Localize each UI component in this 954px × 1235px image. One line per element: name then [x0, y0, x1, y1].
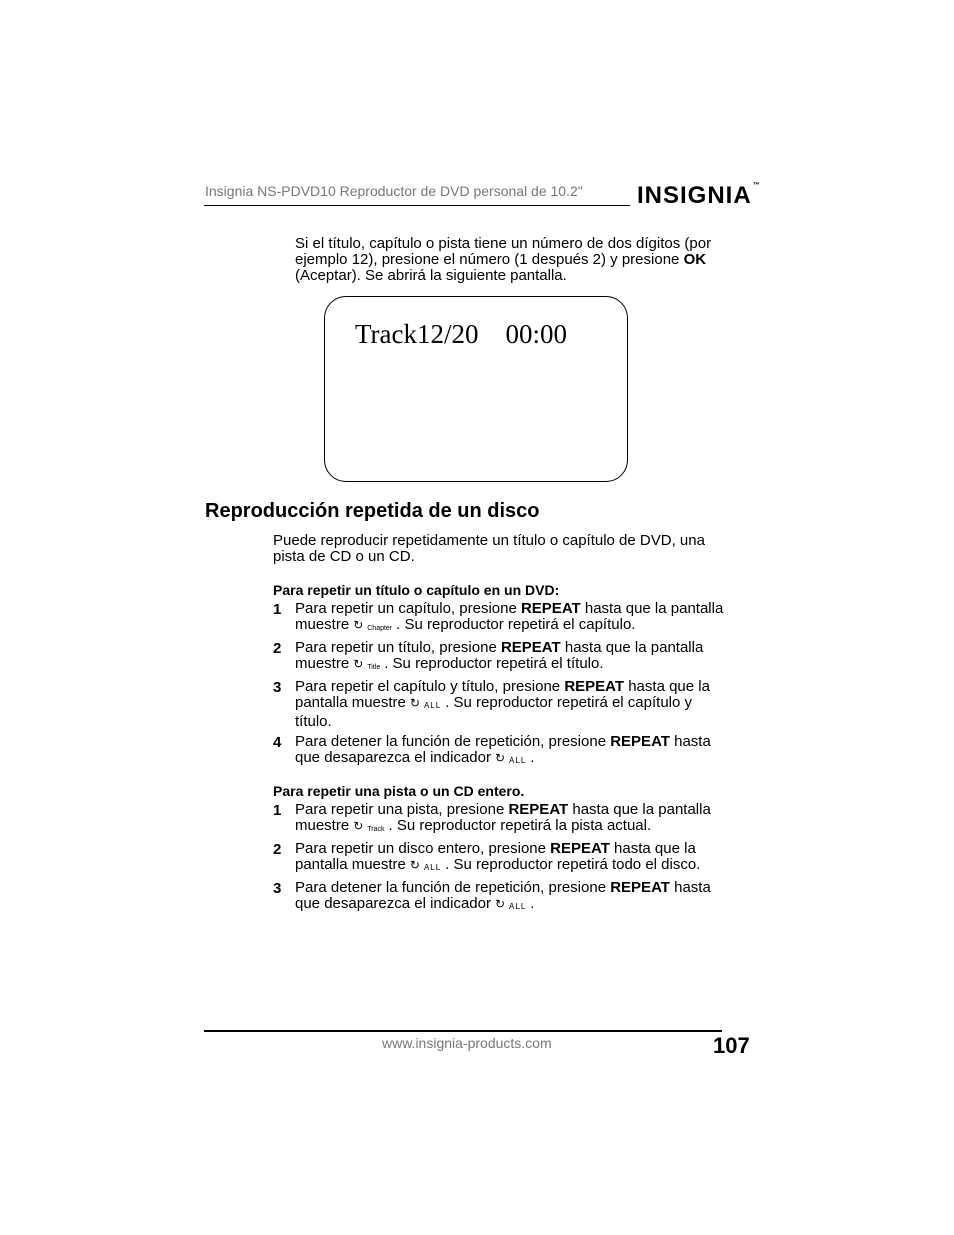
insignia-logo: INSIGNIA™: [637, 182, 761, 209]
cd-step-1-line-2: muestre ↻ Track . Su reproductor repetirá la pista actual.: [295, 818, 755, 838]
cd-step-1: [295, 802, 755, 838]
dvd-step-4-line-1: Para detener la función de repetición, presione REPEAT hasta: [295, 733, 711, 750]
intro-line-2: ejemplo 12), presione el número (1 después 2) y presione OK: [295, 251, 707, 268]
cd-step-3-number: 3: [273, 880, 282, 897]
intro-line-1: Si el título, capítulo o pista tiene un número de dos dígitos (por: [295, 235, 712, 252]
dvd-step-2-number: 2: [273, 640, 282, 657]
ok-label: OK: [683, 251, 707, 268]
cd-step-2-line-1: Para repetir un disco entero, presione REPEAT hasta que la: [295, 840, 696, 857]
repeat-all-icon: ↻ ALL: [494, 897, 527, 911]
footer-url: www.insignia-products.com: [382, 1035, 552, 1051]
dvd-step-4: [295, 734, 755, 769]
dvd-step-2-line-1: Para repetir un título, presione REPEAT hasta que la pantalla: [295, 639, 704, 656]
section-intro-line-1: Puede reproducir repetidamente un título o capítulo de DVD, una: [273, 532, 705, 549]
page-number: 107: [713, 1033, 750, 1058]
trademark-mark: ™: [752, 182, 761, 189]
dvd-step-4-line-2: que desaparezca el indicador ↻ ALL .: [295, 750, 755, 769]
dvd-step-2: [295, 640, 755, 676]
dvd-step-1: [295, 601, 755, 637]
dvd-step-1-number: 1: [273, 601, 282, 618]
cd-step-1-line-1: Para repetir una pista, presione REPEAT hasta que la pantalla: [295, 801, 711, 818]
repeat-icon: ↻ Chapter: [353, 618, 393, 632]
header-rule: [204, 205, 630, 206]
repeat-all-icon: ↻ ALL: [494, 751, 527, 765]
cd-step-2-line-2: pantalla muestre ↻ ALL . Su reproductor repetirá todo el disco.: [295, 857, 755, 876]
cd-step-3-line-2: que desaparezca el indicador ↻ ALL .: [295, 896, 755, 915]
repeat-track-icon: ↻ Track: [353, 819, 385, 833]
footer-rule: [204, 1030, 722, 1032]
dvd-step-2-line-2: muestre ↻ Title . Su reproductor repetirá el título.: [295, 656, 755, 676]
dvd-step-3-number: 3: [273, 679, 282, 696]
screen-track-readout: Track12/20 00:00: [355, 319, 568, 349]
dvd-step-3-line-2: pantalla muestre ↻ ALL . Su reproductor repetirá el capítulo y: [295, 695, 755, 714]
dvd-step-4-number: 4: [273, 734, 282, 751]
dvd-step-1-line-2: muestre ↻ Chapter . Su reproductor repetirá el capítulo.: [295, 617, 755, 637]
tv-screen-illustration: [324, 296, 628, 482]
cd-step-3: [295, 880, 755, 915]
cd-subheading: Para repetir una pista o un CD entero.: [273, 783, 525, 799]
repeat-all-icon: ↻ ALL: [409, 858, 442, 872]
section-intro: [273, 533, 733, 565]
dvd-step-3-line-3: título.: [295, 713, 332, 730]
cd-step-1-number: 1: [273, 802, 282, 819]
dvd-step-3-line-1: Para repetir el capítulo y título, presione REPEAT hasta que la: [295, 678, 710, 695]
cd-step-2: [295, 841, 755, 876]
intro-paragraph: [295, 236, 745, 284]
intro-line-3: (Aceptar). Se abrirá la siguiente pantalla.: [295, 267, 567, 284]
dvd-subheading: Para repetir un título o capítulo en un DVD:: [273, 582, 560, 598]
section-intro-line-2: pista de CD o un CD.: [273, 548, 415, 565]
section-heading: Reproducción repetida de un disco: [205, 500, 540, 522]
dvd-step-3: [295, 679, 755, 730]
repeat-icon: ↻ Title: [353, 657, 381, 671]
cd-step-2-number: 2: [273, 841, 282, 858]
header-title: Insignia NS-PDVD10 Reproductor de DVD personal de 10.2": [205, 183, 583, 199]
dvd-step-1-line-1: Para repetir un capítulo, presione REPEAT hasta que la pantalla: [295, 600, 724, 617]
cd-step-3-line-1: Para detener la función de repetición, presione REPEAT hasta: [295, 879, 711, 896]
repeat-all-icon: ↻ ALL: [409, 696, 442, 710]
